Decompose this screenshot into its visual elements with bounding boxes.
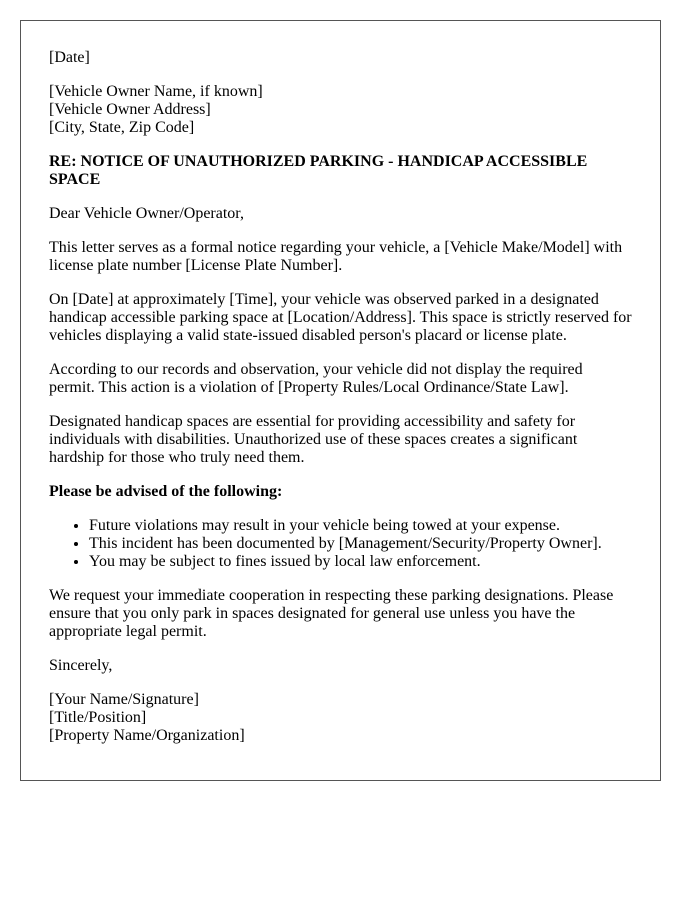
recipient-address: [49, 83, 632, 137]
recipient-name: [Vehicle Owner Name, if known]: [49, 83, 263, 100]
salutation: Dear Vehicle Owner/Operator,: [49, 205, 244, 222]
letter-date: [Date]: [49, 49, 90, 66]
body-paragraph: According to our records and observation, your vehicle did not display the required permit. This action is a violation of [Property Rules/Local Ordinance/State Law].: [49, 361, 583, 396]
signature-organization: [Property Name/Organization]: [49, 727, 245, 744]
signature-title: [Title/Position]: [49, 709, 147, 726]
advisory-list: [49, 517, 632, 571]
advisory-heading-text: Please be advised of the following:: [49, 483, 283, 500]
signature-name: [Your Name/Signature]: [49, 691, 199, 708]
subject-line: RE: NOTICE OF UNAUTHORIZED PARKING - HANDICAP ACCESSIBLE SPACE: [49, 153, 588, 188]
closing-paragraph: We request your immediate cooperation in respecting these parking designations. Please ensure that you only park in spaces designated for general use unless you have the appropriate legal permit.: [49, 587, 614, 640]
recipient-street: [Vehicle Owner Address]: [49, 101, 211, 118]
list-item: • Future violations may result in your vehicle being towed at your expense.: [89, 517, 632, 535]
letter-document: [20, 20, 661, 781]
body-paragraph: On [Date] at approximately [Time], your vehicle was observed parked in a designated handicap accessible parking space at [Location/Address]. This space is strictly reserved for vehicles displaying a valid state-issued disabled person's placard or license plate.: [49, 291, 632, 344]
list-item: • You may be subject to fines issued by local law enforcement.: [89, 553, 632, 571]
signature-block: [49, 691, 632, 745]
list-item: • This incident has been documented by [Management/Security/Property Owner].: [89, 535, 632, 553]
closing: Sincerely,: [49, 657, 113, 674]
recipient-city: [City, State, Zip Code]: [49, 119, 195, 136]
body-paragraph: Designated handicap spaces are essential for providing accessibility and safety for individuals with disabilities. Unauthorized use of these spaces creates a significant hardship for those who truly need them.: [49, 413, 578, 466]
body-paragraph: This letter serves as a formal notice regarding your vehicle, a [Vehicle Make/Model] with license plate number [License Plate Number].: [49, 239, 623, 274]
advisory-heading: [49, 483, 632, 501]
